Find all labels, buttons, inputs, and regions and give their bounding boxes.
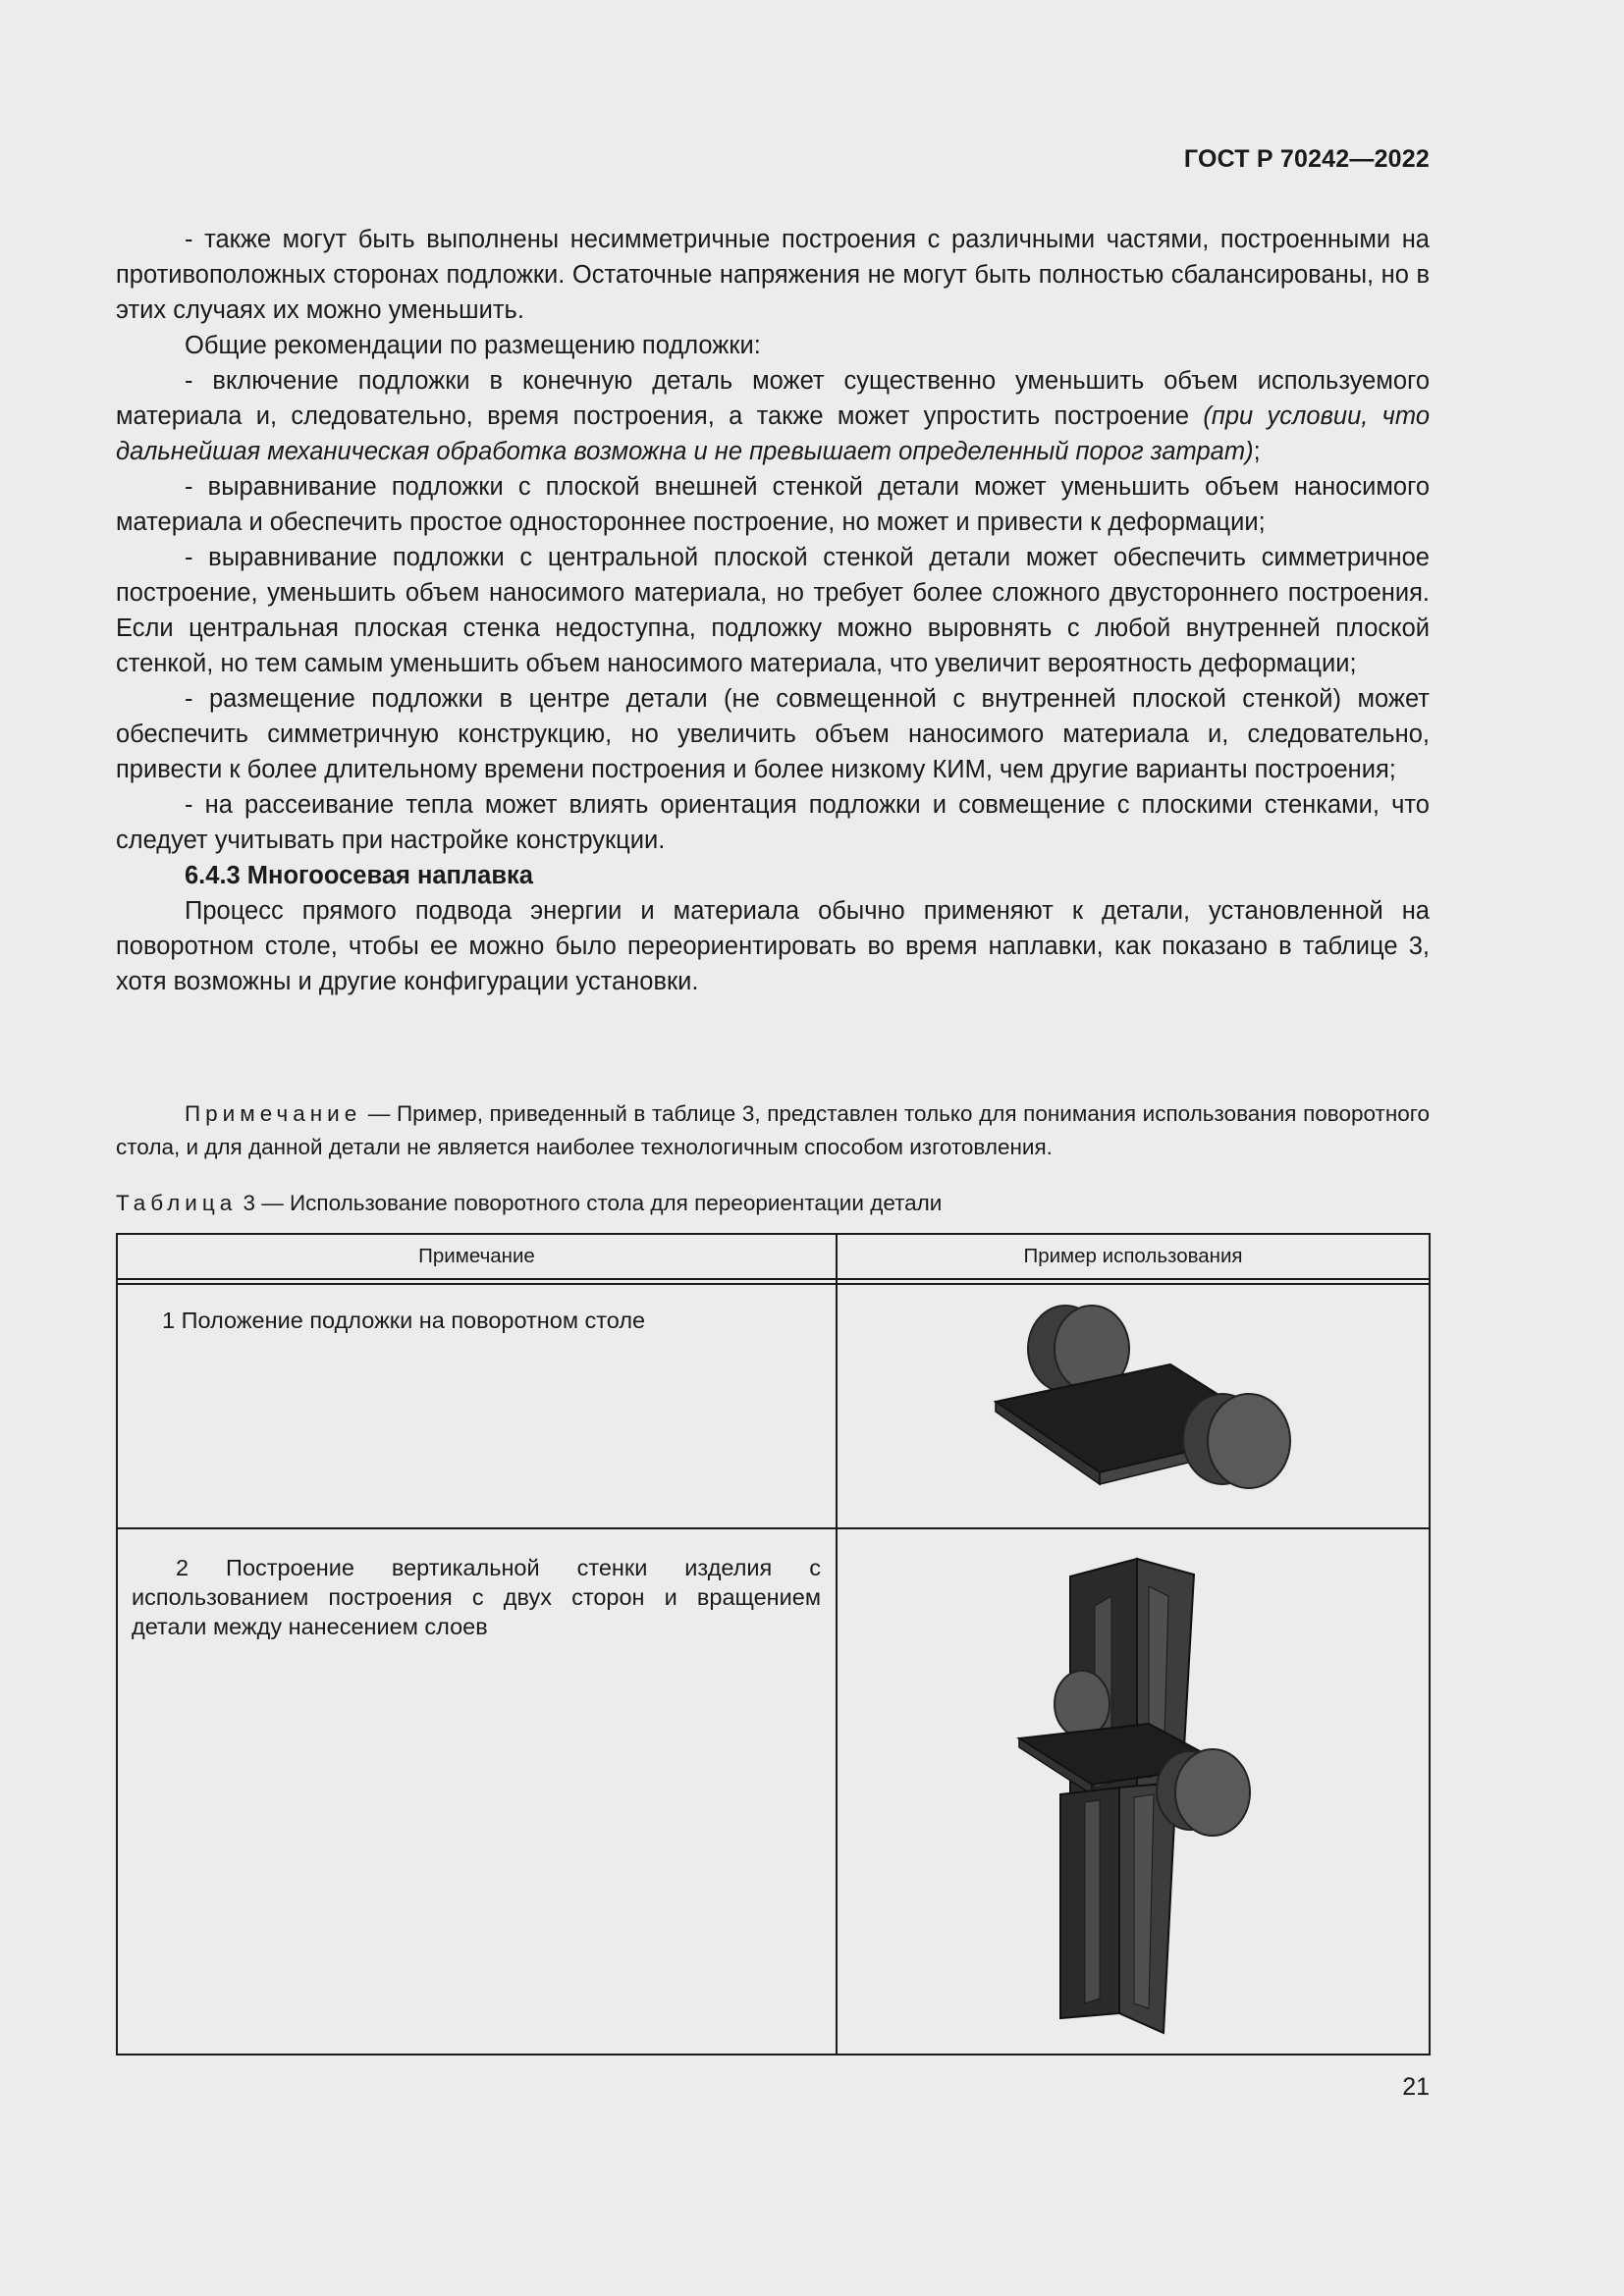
table-row-2-note: 2 Построение вертикальной стенки изделия с использованием построения с двух сторон и вращением детали между нанесением слоев xyxy=(132,1555,821,1639)
table-caption xyxy=(116,1188,1430,1219)
paragraph-italic-text: (при условии, что дальнейшая механическая обработка возможна и не превышает определенный порог затрат) xyxy=(116,402,1430,465)
table-row-1-note: 1 Положение подложки на поворотном столе xyxy=(162,1308,646,1333)
paragraph: - на рассеивание тепла может влиять ориентация подложки и совмещение с плоскими стенками, что следует учитывать при настройке конструкции. xyxy=(116,791,1430,854)
table-header-example: Пример использования xyxy=(1023,1245,1243,1267)
rotary-table-substrate-figure xyxy=(982,1292,1434,1518)
paragraph: - размещение подложки в центре детали (не совмещенной с внутренней плоской стенкой) может обеспечить симметричную конструкцию, но увеличить объем наносимого материала и, следовательно, привести к более длительному времени построения и более низкому КИМ, чем другие варианты построения; xyxy=(116,685,1430,783)
vertical-wall-figure xyxy=(1001,1547,1296,2038)
paragraph-end: ; xyxy=(1253,438,1261,465)
paragraph: - выравнивание подложки с плоской внешней стенкой детали может уменьшить объем наносимого материала и обеспечить простое одностороннее построение, но может и привести к деформации; xyxy=(116,473,1430,536)
document-id-header: ГОСТ Р 70242—2022 xyxy=(1183,145,1430,173)
note-text: — Пример, приведенный в таблице 3, представлен только для понимания использования поворотного стола, и для данной детали не является наиболее технологичным способом изготовления. xyxy=(116,1101,1430,1159)
table-caption-label: Таблица xyxy=(116,1191,238,1215)
table-3 xyxy=(116,1233,1431,2056)
paragraph: - выравнивание подложки с центральной плоской стенкой детали может обеспечить симметричное построение, уменьшить объем наносимого материала, но требует более сложного двустороннего построения. Если центральная плоская стенка недоступна, подложку можно выровнять с любой внутренней плоской стенкой, но тем самым уменьшить объем наносимого материала, что увеличит вероятность деформации; xyxy=(116,544,1430,677)
page-number: 21 xyxy=(1402,2073,1430,2101)
paragraph: Общие рекомендации по размещению подложки: xyxy=(185,332,761,359)
note xyxy=(116,1097,1430,1164)
table-caption-text: 3 — Использование поворотного стола для переориентации детали xyxy=(237,1191,943,1215)
paragraph-text: - включение подложки в конечную деталь может существенно уменьшить объем используемого материала и, следовательно, время построения, а также может упростить построение xyxy=(116,367,1430,430)
section-heading: 6.4.3 Многоосевая наплавка xyxy=(185,862,533,889)
body-text xyxy=(116,222,1430,999)
column-divider xyxy=(836,1235,838,2054)
paragraph: Процесс прямого подвода энергии и материала обычно применяют к детали, установленной на поворотном столе, чтобы ее можно было переориентировать во время наплавки, как показано в таблице 3, хотя возможны и другие конфигурации установки. xyxy=(116,897,1430,995)
table-header-note: Примечание xyxy=(418,1245,535,1267)
row-divider xyxy=(118,1527,1429,1529)
paragraph: - также могут быть выполнены несимметричные построения с различными частями, построенными на противоположных сторонах подложки. Остаточные напряжения не могут быть полностью сбалансированы, но в этих случаях их можно уменьшить. xyxy=(116,226,1430,324)
header-divider xyxy=(118,1278,1429,1280)
header-divider-double xyxy=(118,1283,1429,1285)
note-label: Примечание xyxy=(185,1101,362,1126)
paragraph xyxy=(116,363,1430,469)
